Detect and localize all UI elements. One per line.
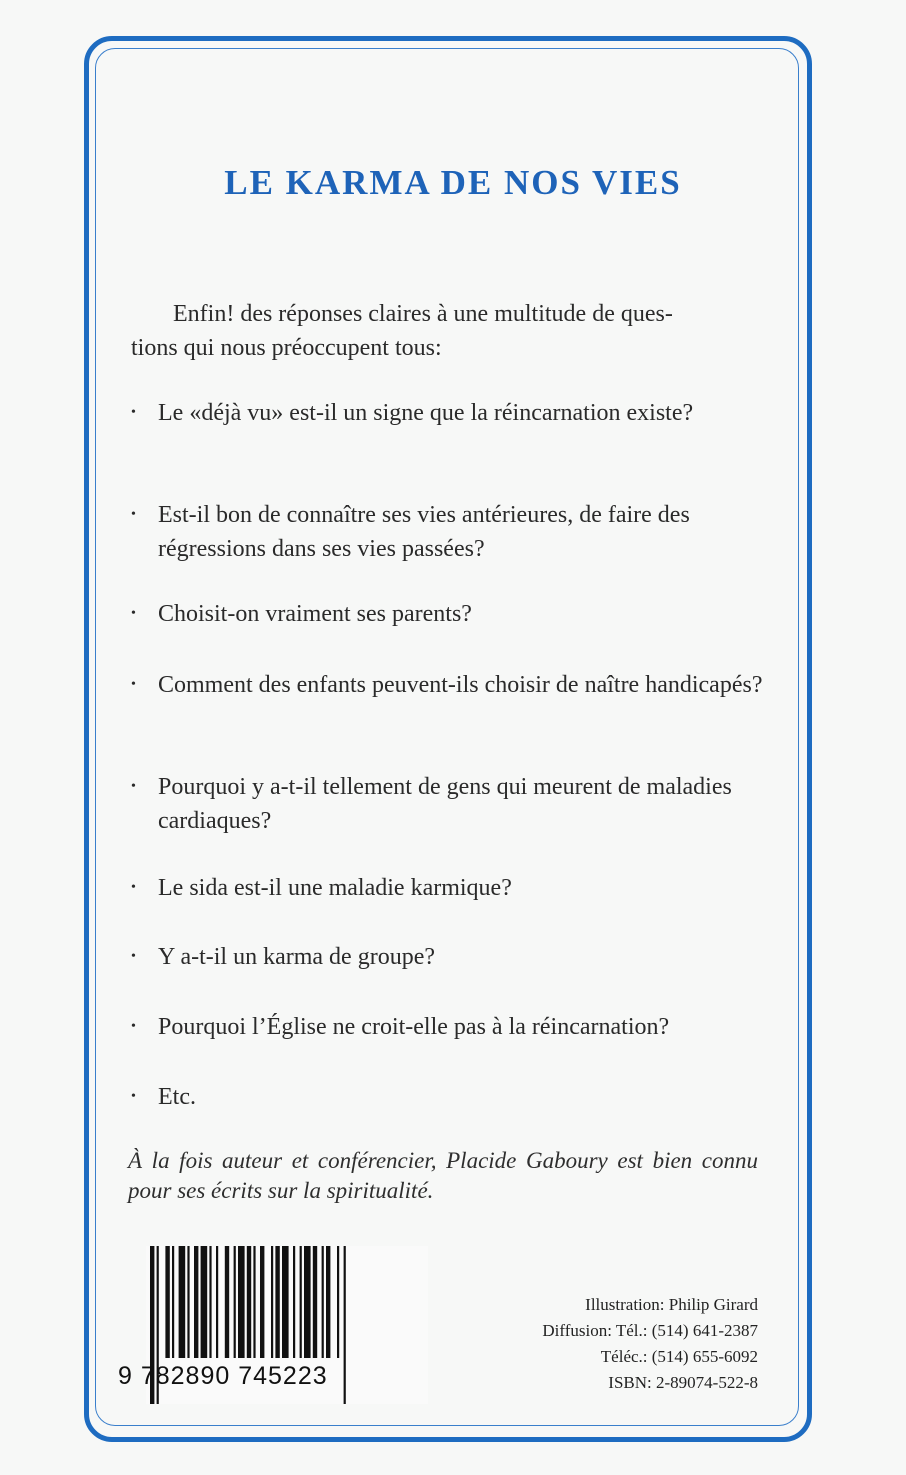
barcode-bar [225,1246,229,1358]
barcode-bar [322,1246,324,1358]
barcode-bar [304,1246,311,1358]
barcode-bar [260,1246,264,1358]
barcode-bar [216,1246,218,1358]
bullet-icon: • [131,507,136,522]
barcode-bar [209,1246,211,1358]
barcode-bar [165,1246,169,1358]
list-item-text: Le sida est-il une maladie karmique? [158,875,512,901]
bullet-icon: • [131,949,136,964]
list-item [131,597,771,631]
list-item [131,668,771,702]
barcode-bar [300,1246,302,1358]
list-item-text: Comment des enfants peuvent-ils choisir de naître handicapés? [158,672,763,698]
list-item [131,940,771,974]
intro-line-1: Enfin! des réponses claires à une multitude de ques- [173,301,673,327]
barcode-bar [326,1246,330,1358]
barcode-bar [179,1246,186,1358]
credit-telec: Téléc.: (514) 655-6092 [600,1347,758,1366]
intro-line-2: tions qui nous préoccupent tous: [131,335,442,361]
barcode-bar [187,1246,189,1358]
barcode-bar [234,1246,236,1358]
barcode-bar [201,1246,208,1358]
list-item-text: Pourquoi l’Église ne croit-elle pas à la réincarnation? [158,1014,670,1040]
list-item [131,498,771,566]
author-bio: À la fois auteur et conférencier, Placide Gaboury est bien connu pour ses écrits sur la spiritualité. [128,1148,758,1203]
list-item [131,396,771,430]
credit-isbn: ISBN: 2-89074-522-8 [608,1373,758,1392]
barcode-bar [194,1246,198,1358]
bullet-icon: • [131,606,136,621]
list-item-text: Est-il bon de connaître ses vies antérieures, de faire des régressions dans ses vies passées? [158,502,690,562]
bullet-icon: • [131,405,136,420]
bullet-icon: • [131,1089,136,1104]
barcode-bar [344,1246,346,1404]
credit-diffusion: Diffusion: Tél.: (514) 641-2387 [542,1321,758,1340]
barcode-bar [172,1246,174,1358]
list-item-text: Y a-t-il un karma de groupe? [158,944,435,970]
intro-paragraph [131,297,761,365]
bullet-icon: • [131,677,136,692]
bullet-icon: • [131,880,136,895]
list-item-text: Etc. [158,1084,196,1110]
list-item-text: Pourquoi y a-t-il tellement de gens qui meurent de maladies cardiaques? [158,774,732,834]
barcode-bar [271,1246,273,1358]
barcode-bar [275,1246,279,1358]
barcode-bar [293,1246,295,1358]
list-item [131,1010,771,1044]
barcode-bar [238,1246,245,1358]
barcode-bar [337,1246,339,1358]
list-item [131,871,771,905]
barcode-number: 9 782890 745223 [118,1362,328,1390]
barcode-bar [282,1246,289,1358]
barcode-bar [253,1246,255,1358]
barcode-bar [247,1246,251,1358]
cover-frame-inner [95,48,799,1426]
book-title: LE KARMA DE NOS VIES [224,163,682,202]
list-item-text: Choisit-on vraiment ses parents? [158,601,472,627]
bullet-icon: • [131,1019,136,1034]
bullet-icon: • [131,779,136,794]
list-item-text: Le «déjà vu» est-il un signe que la réincarnation existe? [158,400,694,426]
credits-block [542,1292,758,1396]
barcode-bar [313,1246,317,1358]
list-item [131,770,771,838]
list-item [131,1080,771,1114]
credit-illustration: Illustration: Philip Girard [585,1295,758,1314]
